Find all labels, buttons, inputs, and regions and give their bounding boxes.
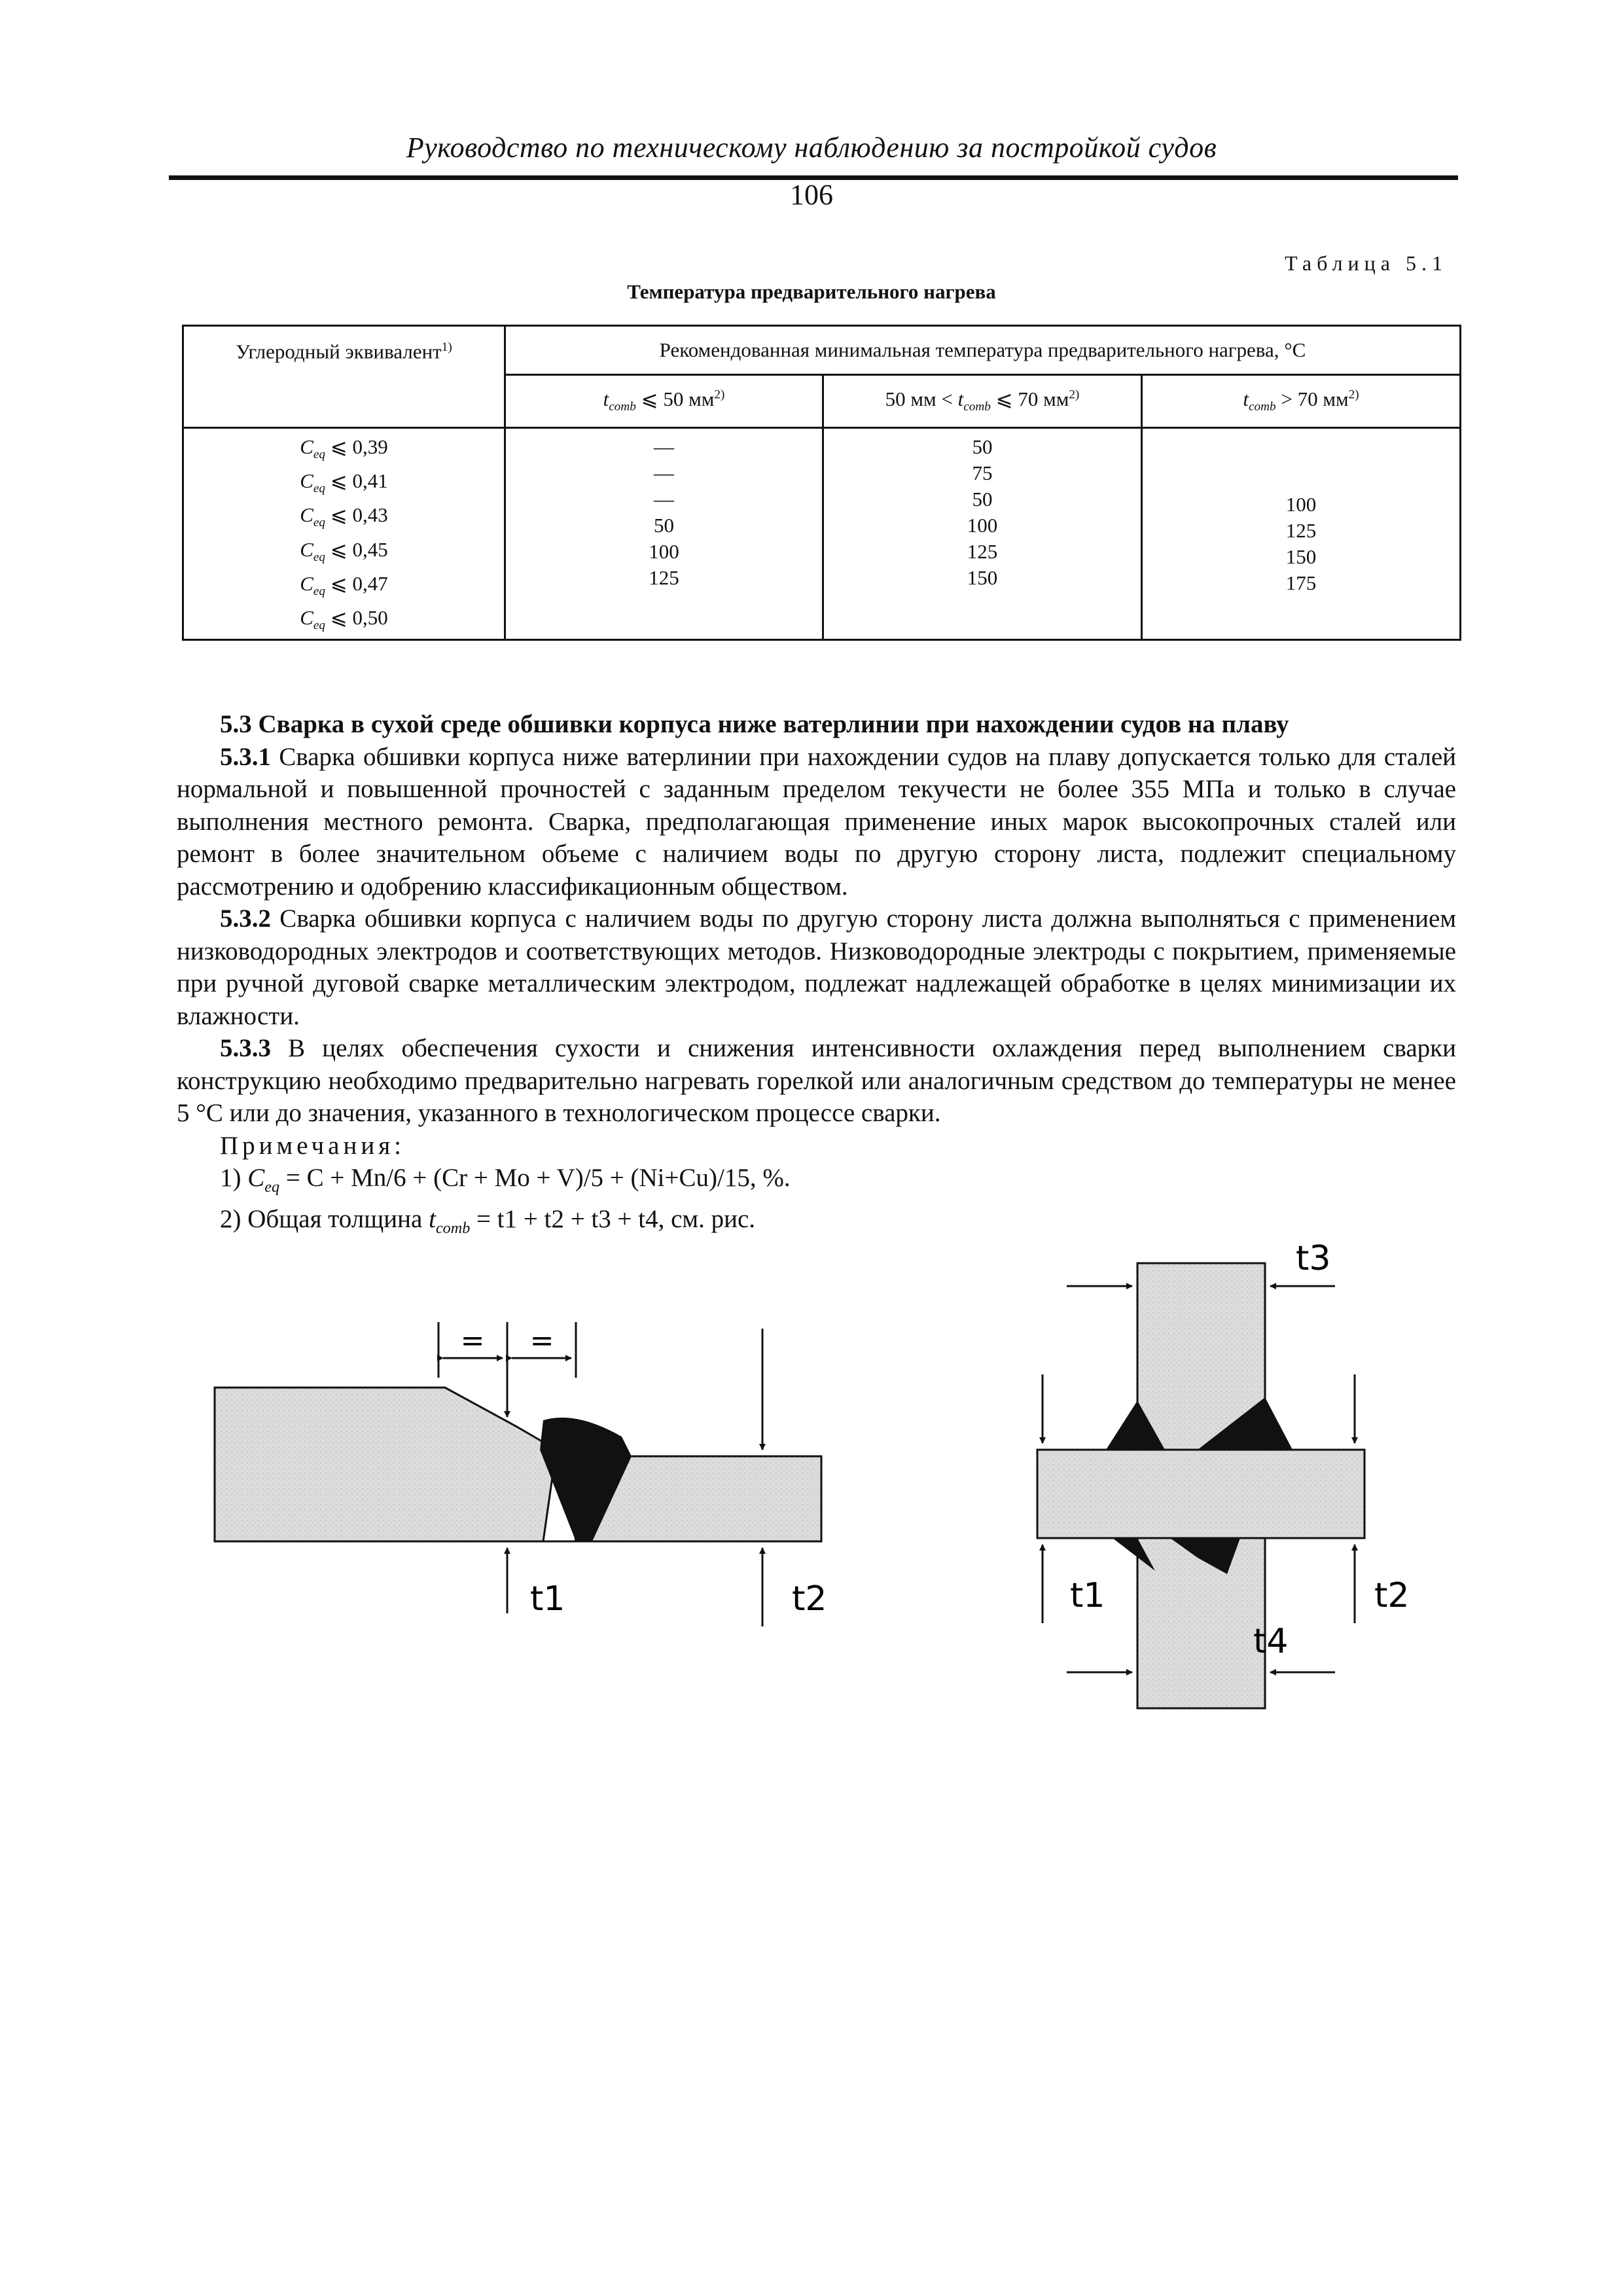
paragraph-number: 5.3.2 <box>220 905 271 933</box>
table-cell: 100 <box>649 540 679 563</box>
table-row <box>183 428 1461 640</box>
paragraph-5-3-1: 5.3.1 Сварка обшивки корпуса ниже ватерлинии при нахождении судов на плаву допускается только для сталей нормальной и повышенной прочностей с заданным пределом текучести не более 355 МПа и только в случае выполнения местного ремонта. Сварка, предполагающая применение иных марок высокопрочных сталей или ремонт в более значительном объеме с наличием воды по другую сторону листа, подлежит специальному рассмотрению и одобрению классификационным обществом. <box>177 742 1456 901</box>
equal-mark-right: = <box>529 1324 554 1357</box>
table-cell: 100 <box>1285 492 1317 516</box>
ceq-value: $C_{eq}$ ⩽ 0,50 <box>300 605 388 633</box>
ceq-value: $C_{eq}$ ⩽ 0,45 <box>300 537 388 564</box>
label-t3: t3 <box>1296 1244 1331 1278</box>
ceq-column <box>183 428 505 640</box>
label-t4: t4 <box>1253 1622 1289 1661</box>
running-header: Руководство по техническому наблюдению за постройкой судов <box>406 132 1217 164</box>
table-cell: — <box>654 435 674 458</box>
table-cell: 100 <box>967 514 998 537</box>
table-cell: — <box>654 488 674 511</box>
table-cell: — <box>654 461 674 484</box>
table-cell: 125 <box>1285 518 1317 542</box>
note-2: 2) Общая толщина $t_{comb} = t1 + t2 + t3 + t4$, см. рис. <box>220 1205 756 1238</box>
table-cell: 50 <box>972 435 993 458</box>
table-cell: 150 <box>1285 545 1317 568</box>
ceq-value: $C_{eq}$ ⩽ 0,41 <box>300 469 388 496</box>
lower-web-plate <box>1137 1538 1265 1708</box>
table-cell: 50 <box>654 514 674 537</box>
col-thick-values <box>1142 428 1461 640</box>
equal-mark-left: = <box>460 1324 485 1357</box>
label-t2: t2 <box>792 1579 827 1619</box>
header-col-thin: $t_{comb}$ ⩽ 50 $мм^{2)}$ <box>505 375 823 428</box>
cruciform-joint-figure <box>1021 1244 1414 1715</box>
thick-plate <box>215 1388 556 1541</box>
table-cell: 50 <box>972 488 993 511</box>
section-heading: 5.3 Сварка в сухой среде обшивки корпуса ниже ватерлинии при нахождении судов на плаву <box>220 710 1289 738</box>
table-cell: 75 <box>972 461 993 484</box>
col-thin-values <box>505 428 823 640</box>
note-1: 1) $C_{eq} = C + Mn/6 + (Cr + Mo + V)/5 + (Ni+Cu)/15$, %. <box>220 1164 791 1196</box>
label-t2: t2 <box>1374 1576 1410 1615</box>
table-cell: 150 <box>967 566 998 589</box>
ceq-value: $C_{eq}$ ⩽ 0,47 <box>300 571 388 598</box>
table-cell: 125 <box>649 566 679 589</box>
table-cell: 175 <box>1285 571 1317 594</box>
table-cell: 125 <box>967 540 998 563</box>
header-col-medium: 50 мм < $t_{comb}$ ⩽ 70 $мм^{2)}$ <box>823 375 1142 428</box>
page-number: 106 <box>790 179 833 211</box>
header-carbon-equivalent: Углеродный эквивалент$^{1)}$ <box>183 326 505 428</box>
table-label: Таблица 5.1 <box>1285 251 1448 275</box>
section-body <box>177 708 1456 1245</box>
label-t1: t1 <box>1070 1576 1105 1615</box>
ceq-value: $C_{eq}$ ⩽ 0,39 <box>300 435 388 462</box>
paragraph-number: 5.3.1 <box>220 742 271 771</box>
paragraph-5-3-2: 5.3.2 Сварка обшивки корпуса с наличием воды по другую сторону листа должна выполняться с применением низководородных электродов и соответствующих методов. Низководородные электроды с покрытием, применяемые при ручной дуговой сварке металлическим электродом, подлежат надлежащей обработке в целях минимизации их влажности. <box>177 905 1456 1030</box>
table-title: Температура предварительного нагрева <box>627 280 996 303</box>
preheat-table <box>182 325 1461 641</box>
col-medium-values <box>823 428 1142 640</box>
butt-weld-figure <box>209 1299 831 1692</box>
label-t1: t1 <box>530 1579 565 1619</box>
header-col-thick: $t_{comb} > 70$ $мм^{2)}$ <box>1142 375 1461 428</box>
ceq-value: $C_{eq}$ ⩽ 0,43 <box>300 503 388 530</box>
paragraph-number: 5.3.3 <box>220 1034 271 1062</box>
header-recommended-temperature: Рекомендованная минимальная температура предварительного нагрева, °C <box>505 326 1461 375</box>
notes-label: Примечания: <box>220 1131 405 1160</box>
horizontal-plate <box>1037 1450 1364 1538</box>
paragraph-5-3-3: 5.3.3 В целях обеспечения сухости и снижения интенсивности охлаждения перед выполнением сварки конструкцию необходимо предварительно нагревать горелкой или аналогичным средством до температуры не менее 5 °C или до значения, указанного в технологическом процессе сварки. <box>177 1034 1456 1127</box>
